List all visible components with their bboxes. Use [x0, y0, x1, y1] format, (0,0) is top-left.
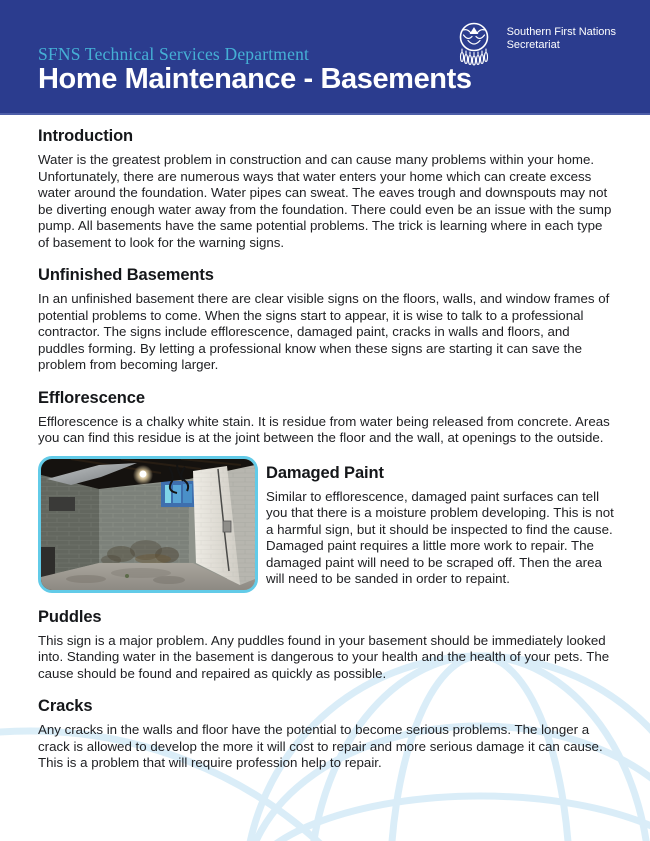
heading-introduction: Introduction	[38, 127, 134, 145]
basement-photo	[38, 456, 258, 593]
document-body	[0, 127, 650, 772]
organization-name-line2: Secretariat	[506, 39, 560, 51]
heading-damaged-paint: Damaged Paint	[266, 463, 384, 482]
figure-and-damaged-paint-row	[38, 456, 614, 593]
department-subtitle: SFNS Technical Services Department	[38, 44, 310, 64]
damaged-paint-section	[266, 456, 614, 588]
sfns-emblem-icon	[448, 20, 500, 68]
paragraph-cracks: Any cracks in the walls and floor have the potential to become serious problems. The longer a crack is allowed to develop the more it will cost to repair and more serious damage it can cause. This is a problem that will require profession help to repair.	[38, 722, 603, 770]
paragraph-puddles: This sign is a major problem. Any puddles found in your basement should be immediately looked into. Standing water in the basement is dangerous to your health and the health of your pets. The cause should be found and repaired as quickly as possible.	[38, 632, 610, 681]
heading-puddles: Puddles	[38, 607, 102, 626]
organization-name-line1: Southern First Nations	[506, 26, 616, 38]
organization-name	[507, 26, 616, 52]
page-header	[0, 0, 650, 115]
paragraph-introduction: Water is the greatest problem in construction and can cause many problems within your home. Unfortunately, there are numerous ways that water enters your home which can create excess water around the foundation. Water pipes can sweat. The eaves trough and downspouts may not be diverting enough water away from the foundation. There could even be an issue with the sump pump. All basements have the same potential problems. The trick is learning where in each type of basement to look for the warning signs.	[38, 152, 612, 250]
paragraph-damaged-paint: Similar to efflorescence, damaged paint surfaces can tell you that there is a moisture problem developing. This is not a harmful sign, but it should be inspected to find the cause. Damaged paint requires a little more work to repair. The damaged paint will need to be scraped off. Then the area will need to be sanded in order to repaint.	[266, 488, 614, 586]
organization-logo	[448, 20, 616, 68]
page-title: Home Maintenance - Basements	[38, 63, 472, 95]
paragraph-efflorescence: Efflorescence is a chalky white stain. It is residue from water being released from concrete. Areas you can find this residue is at the joint between the floor and the wall, at openings to the outside.	[38, 413, 610, 445]
paragraph-unfinished-basements: In an unfinished basement there are clear visible signs on the floors, walls, and window frames of potential problems to come. When the signs start to appear, it is wise to talk to a professional contractor. The signs include efflorescence, damaged paint, cracks in walls and floors, and puddles forming. By letting a professional know when these signs are starting it can save the problem from becoming larger.	[38, 291, 610, 372]
heading-cracks: Cracks	[38, 697, 93, 715]
heading-unfinished-basements: Unfinished Basements	[38, 266, 214, 284]
heading-efflorescence: Efflorescence	[38, 388, 145, 407]
